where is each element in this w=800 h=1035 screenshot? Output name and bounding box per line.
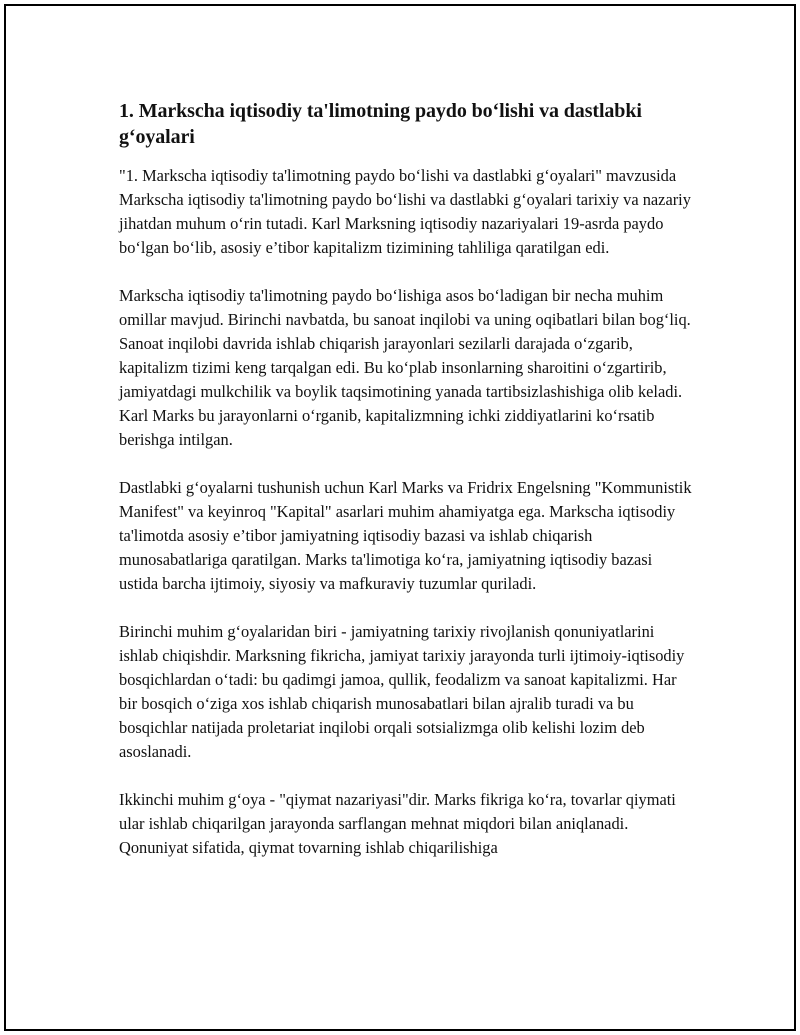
paragraph-second-idea: Ikkinchi muhim g‘oya - "qiymat nazariyasi"dir. Marks fikriga ko‘ra, tovarlar qiymati ular ishlab chiqarilgan jarayonda sarflangan mehnat miqdori bilan aniqlanadi. Qonuniyat sifatida, qiymat tovarning ishlab chiqarilishiga (119, 790, 676, 857)
paragraph-intro: "1. Markscha iqtisodiy ta'limotning paydo bo‘lishi va dastlabki g‘oyalari" mavzusida Markscha iqtisodiy ta'limotning paydo bo‘lishi va dastlabki g‘oyalari tarixiy va nazariy jihatdan muhum o‘rin tutadi. Karl Marksning iqtisodiy nazariyalari 19-asrda paydo bo‘lgan bo‘lib, asosiy e’tibor kapitalizm tizimining tahliliga qaratilgan edi. (119, 166, 691, 257)
paragraph-early-ideas: Dastlabki g‘oyalarni tushunish uchun Karl Marks va Fridrix Engelsning "Kommunistik Manifest" va keyinroq "Kapital" asarlari muhim ahamiyatga ega. Markscha iqtisodiy ta'limotda asosiy e’tibor jamiyatning iqtisodiy bazasi va ishlab chiqarish munosabatlariga qaratilgan. Marks ta'limotiga ko‘ra, jamiyatning iqtisodiy bazasi ustida barcha ijtimoiy, siyosiy va mafkuraviy tuzumlar quriladi. (119, 478, 692, 593)
paragraph-origins: Markscha iqtisodiy ta'limotning paydo bo‘lishiga asos bo‘ladigan bir necha muhim omillar mavjud. Birinchi navbatda, bu sanoat inqilobi va uning oqibatlari bilan bog‘liq. Sanoat inqilobi davrida ishlab chiqarish jarayonlari sezilarli darajada o‘zgarib, kapitalizm tizimi keng tarqalgan edi. Bu ko‘plab insonlarning sharoitini o‘zgartirib, jamiyatdagi mulkchilik va boylik taqsimotining yanada tartibsizlashishiga olib keladi. Karl Marks bu jarayonlarni o‘rganib, kapitalizmning ichki ziddiyatlarini ko‘rsatib berishga intilgan. (119, 286, 691, 449)
document-content (119, 98, 694, 884)
document-page (4, 4, 796, 1031)
paragraph-first-idea: Birinchi muhim g‘oyalaridan biri - jamiyatning tarixiy rivojlanish qonuniyatlarini ishlab chiqishdir. Marksning fikricha, jamiyat tarixiy jarayonda turli ijtimoiy-iqtisodiy bosqichlardan o‘tadi: bu qadimgi jamoa, qullik, feodalizm va sanoat kapitalizmi. Har bir bosqich o‘ziga xos ishlab chiqarish munosabatlari bilan ajralib turadi va bu bosqichlar natijada proletariat inqilobi orqali sotsializmga olib kelishi lozim deb asoslanadi. (119, 622, 685, 761)
section-heading: 1. Markscha iqtisodiy ta'limotning paydo bo‘lishi va dastlabki g‘oyalari (119, 100, 642, 148)
